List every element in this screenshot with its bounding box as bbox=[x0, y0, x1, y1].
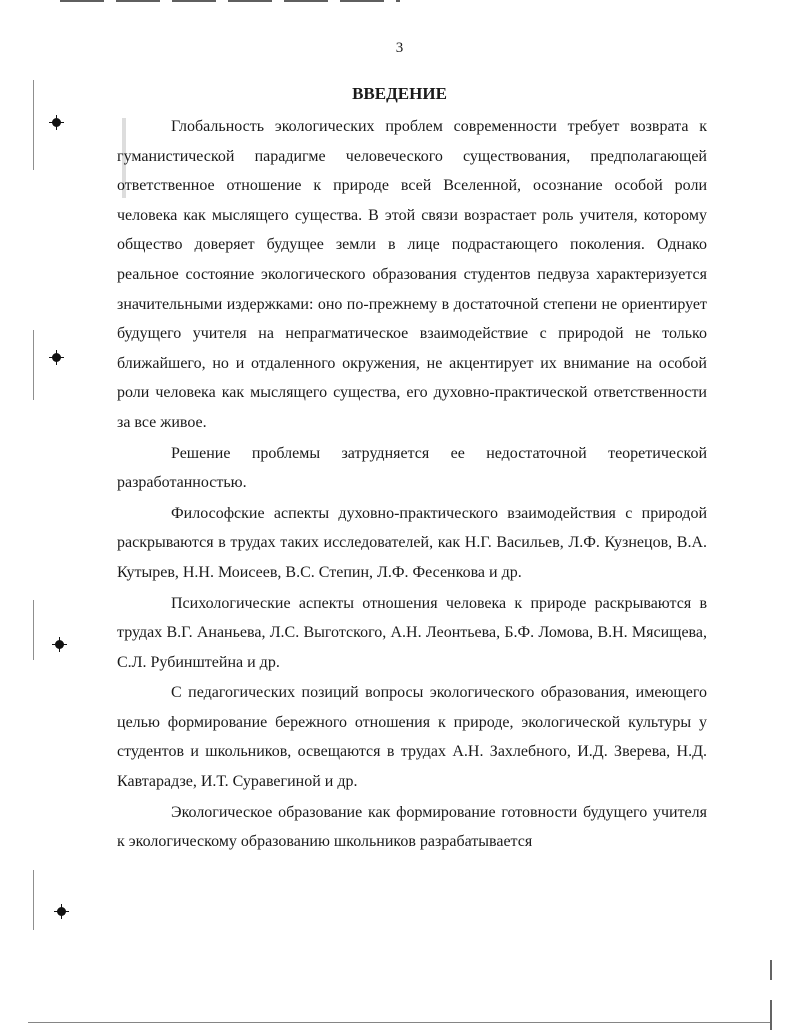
paragraph-intro: Глобальность экологических проблем современности требует возврата к гуманистической парадигме человеческого существования, предполагающей ответственное отношение к природе всей Вселенной, осознание особой роли человека как мыслящего существа. В этой связи возрастает роль учителя, которому общество доверяет будущее земли в лице подрастающего поколения. Однако реальное состояние экологического образования студентов педвуза характеризуется значительными издержками: оно по-прежнему в достаточной степени не ориентирует будущего учителя на непрагматическое взаимодействие с природой не только ближайшего, но и отдаленного окружения, не акцентирует их внимание на особой роли человека как мыслящего существа, его духовно-практической ответственности за все живое. bbox=[117, 118, 707, 431]
punch-hole-icon bbox=[57, 907, 66, 916]
paragraph-psychology: Психологические аспекты отношения человека к природе раскрываются в трудах В.Г. Ананьева, Л.С. Выготского, А.Н. Леонтьева, Б.Ф. Ломова, В.Н. Мясищева, С.Л. Рубинштейна и др. bbox=[117, 594, 707, 671]
section-heading: ВВЕДЕНИЕ bbox=[352, 84, 447, 103]
scan-top-rule bbox=[60, 0, 400, 2]
body-text bbox=[117, 112, 707, 857]
scan-left-edge bbox=[33, 600, 34, 660]
scan-left-edge bbox=[33, 870, 34, 930]
scan-left-edge bbox=[33, 330, 34, 400]
punch-hole-icon bbox=[52, 118, 61, 127]
scan-bottom-rule bbox=[28, 1022, 770, 1023]
scan-right-edge bbox=[770, 1000, 772, 1030]
page-number: 3 bbox=[395, 40, 404, 56]
paragraph-ecology-education: Экологическое образование как формирование готовности будущего учителя к экологическому образованию школьников разрабатывается bbox=[117, 803, 707, 851]
paragraph-problem: Решение проблемы затрудняется ее недостаточной теоретической разработанностью. bbox=[117, 444, 707, 492]
paragraph-philosophy: Философские аспекты духовно-практического взаимодействия с природой раскрываются в трудах таких исследователей, как Н.Г. Васильев, Л.Ф. Кузнецов, В.А. Кутырев, Н.Н. Моисеев, В.С. Степин, Л.Ф. Фесенкова и др. bbox=[117, 504, 707, 581]
paragraph-pedagogy: С педагогических позиций вопросы экологического образования, имеющего целью формирование бережного отношения к природе, экологической культуры у студентов и школьников, освещаются в трудах А.Н. Захлебного, И.Д. Зверева, Н.Д. Кавтарадзе, И.Т. Суравегиной и др. bbox=[117, 684, 707, 791]
punch-hole-icon bbox=[55, 640, 64, 649]
scan-right-edge bbox=[770, 960, 772, 980]
punch-hole-icon bbox=[52, 353, 61, 362]
